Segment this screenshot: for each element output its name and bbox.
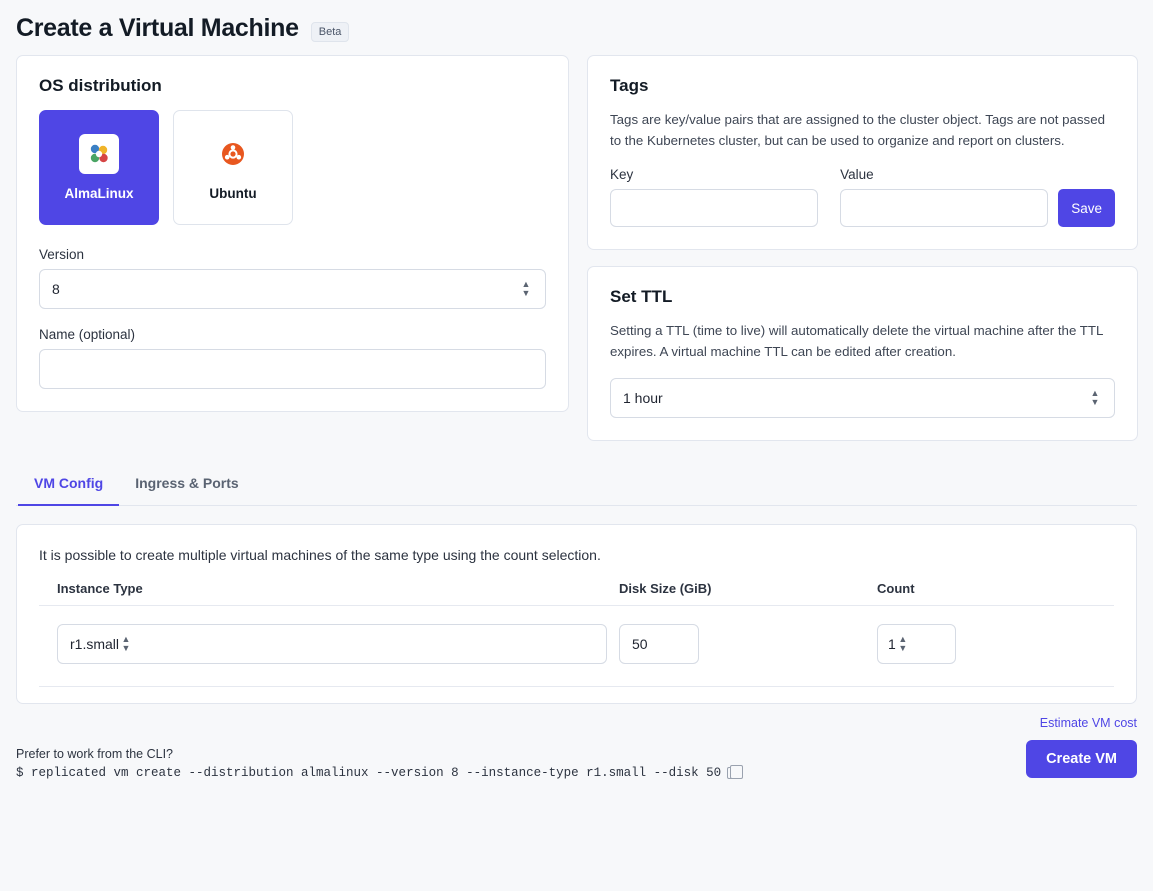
instance-type-value: r1.small xyxy=(70,636,120,653)
disk-size-input[interactable] xyxy=(619,624,699,664)
os-option-list xyxy=(39,110,546,225)
vm-name-label: Name (optional) xyxy=(39,327,136,342)
beta-badge: Beta xyxy=(311,22,350,42)
os-option-label: Ubuntu xyxy=(209,186,257,201)
column-header-count: Count xyxy=(877,581,915,597)
tag-key-label: Key xyxy=(610,167,634,183)
version-select[interactable] xyxy=(39,269,546,309)
version-label: Version xyxy=(39,247,85,262)
chevron-updown-icon: ▲ ▼ xyxy=(121,634,131,654)
column-header-instance-type: Instance Type xyxy=(57,581,143,597)
os-option-almalinux[interactable] xyxy=(39,110,159,225)
table-header xyxy=(39,581,1114,606)
tag-key-field xyxy=(610,167,818,227)
disk-size-cell xyxy=(619,624,877,664)
os-option-ubuntu[interactable] xyxy=(173,110,293,225)
config-table xyxy=(17,581,1136,687)
config-tabs xyxy=(16,463,1137,506)
almalinux-logo-icon xyxy=(79,134,119,174)
version-field xyxy=(39,247,546,309)
cli-command-row xyxy=(16,766,1026,780)
ttl-select[interactable] xyxy=(610,378,1115,418)
vm-config-card xyxy=(16,524,1137,704)
cli-label: Prefer to work from the CLI? xyxy=(16,747,174,762)
cli-block xyxy=(16,747,1026,780)
tab-ingress-ports[interactable]: Ingress & Ports xyxy=(135,475,239,492)
right-column xyxy=(587,55,1138,441)
column-header-disk-size: Disk Size (GiB) xyxy=(619,581,712,597)
vm-name-field xyxy=(39,327,546,389)
os-distribution-title: OS distribution xyxy=(39,76,162,95)
tab-vm-config[interactable]: VM Config xyxy=(18,463,119,506)
tags-key-value-row xyxy=(610,167,1115,227)
version-value: 8 xyxy=(52,281,60,297)
tag-value-label: Value xyxy=(840,167,874,183)
config-footer-spacer xyxy=(17,687,1136,703)
ttl-title: Set TTL xyxy=(610,287,673,307)
ttl-card xyxy=(587,266,1138,441)
config-note: It is possible to create multiple virtual machines of the same type using the count selection. xyxy=(39,547,601,564)
tags-description: Tags are key/value pairs that are assigned to the cluster object. Tags are not passed to the Kubernetes cluster, but can be used to organize and report on clusters. xyxy=(610,112,1105,148)
chevron-updown-icon: ▲ ▼ xyxy=(898,634,908,654)
disk-size-value: 50 xyxy=(632,636,648,653)
count-value: 1 xyxy=(888,636,896,653)
top-section xyxy=(16,55,1137,441)
chevron-updown-icon: ▲ ▼ xyxy=(1090,388,1100,408)
ttl-description: Setting a TTL (time to live) will automatically delete the virtual machine after the TTL expires. A virtual machine TTL can be edited after creation. xyxy=(610,323,1103,359)
instance-type-select[interactable] xyxy=(57,624,607,664)
tag-value-field xyxy=(840,167,1048,227)
ttl-value: 1 hour xyxy=(623,390,663,407)
instance-type-cell xyxy=(39,624,619,664)
estimate-vm-cost-link[interactable]: Estimate VM cost xyxy=(1039,716,1137,731)
tag-value-input[interactable] xyxy=(840,189,1048,227)
vm-name-input[interactable] xyxy=(39,349,546,389)
os-distribution-column xyxy=(16,55,569,412)
copy-icon[interactable] xyxy=(727,767,738,779)
footer-actions xyxy=(1026,716,1137,780)
cli-command: $ replicated vm create --distribution almalinux --version 8 --instance-type r1.small --disk 50 xyxy=(16,766,722,781)
os-option-label: AlmaLinux xyxy=(64,186,134,201)
page-title: Create a Virtual Machine xyxy=(16,14,299,42)
ubuntu-logo-icon xyxy=(213,134,253,174)
table-row xyxy=(39,606,1114,687)
tag-save-button[interactable]: Save xyxy=(1058,189,1115,227)
os-distribution-card xyxy=(16,55,569,412)
tag-key-input[interactable] xyxy=(610,189,818,227)
count-cell xyxy=(877,624,1057,664)
page-footer xyxy=(16,704,1137,794)
tags-card xyxy=(587,55,1138,250)
tags-title: Tags xyxy=(610,76,649,95)
page-header xyxy=(16,0,1137,55)
count-stepper[interactable] xyxy=(877,624,956,664)
create-vm-button[interactable]: Create VM xyxy=(1026,740,1137,778)
chevron-updown-icon: ▲ ▼ xyxy=(521,279,531,298)
